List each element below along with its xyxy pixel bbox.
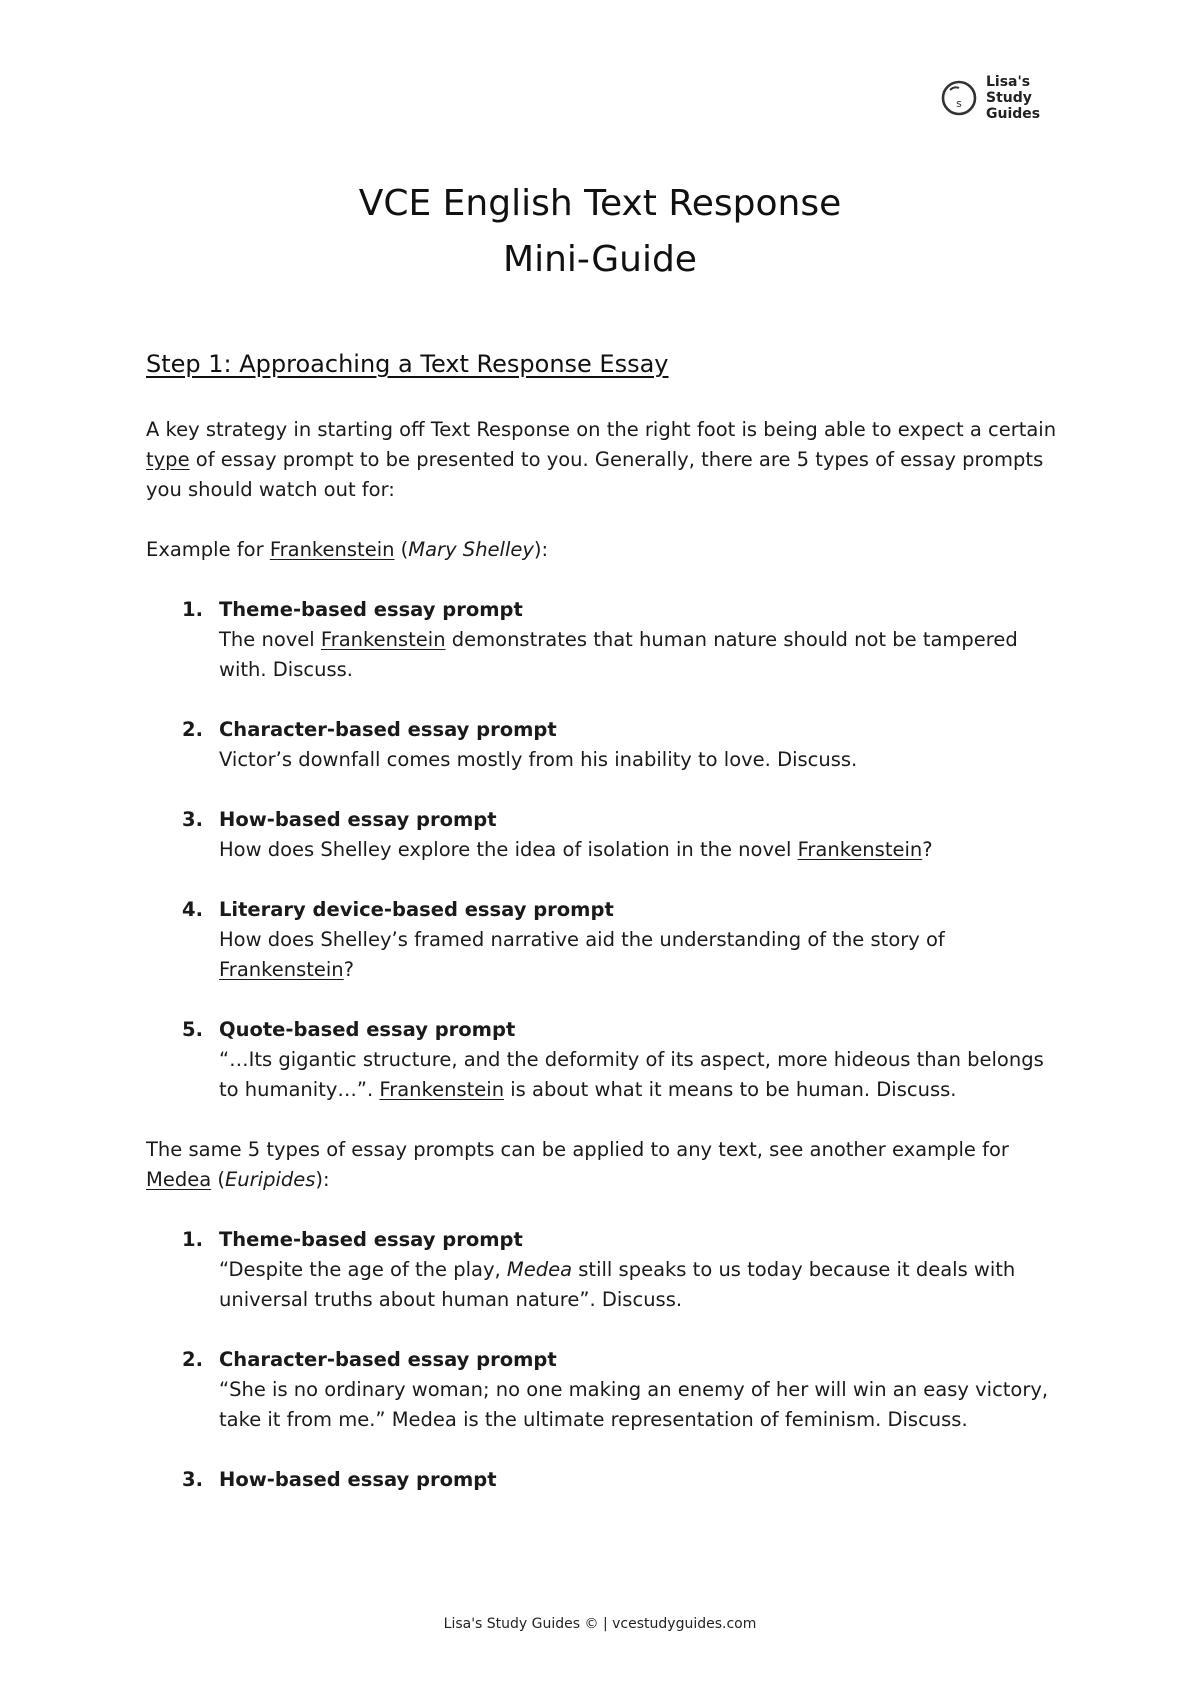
paren-open: ( xyxy=(211,1168,225,1191)
example-medea-line xyxy=(146,1135,1066,1195)
prompt-text: Victor’s downfall comes mostly from his inability to love. Discuss. xyxy=(219,748,858,771)
example-prefix: Example for xyxy=(146,538,270,561)
text-title-medea: Medea xyxy=(506,1258,573,1281)
intro-text-b: of essay prompt to be presented to you. Generally, there are 5 types of essay prompts you should watch out for: xyxy=(146,448,1044,501)
study-guides-logo-icon xyxy=(940,77,978,119)
list-item xyxy=(146,805,1066,865)
prompt-type-title: How-based essay prompt xyxy=(219,1468,497,1491)
logo-wordmark xyxy=(986,74,1040,122)
paren-close: ): xyxy=(533,538,549,561)
text-title-frankenstein: Frankenstein xyxy=(219,958,344,981)
prompt-text xyxy=(219,625,1066,685)
document-title xyxy=(0,176,1200,288)
list-number: 2. xyxy=(182,1348,203,1371)
list-number: 2. xyxy=(182,718,203,741)
prompt-type-title: Character-based essay prompt xyxy=(219,1348,557,1371)
list-item xyxy=(146,1345,1066,1435)
intro-text-a: A key strategy in starting off Text Response on the right foot is being able to expect a certain xyxy=(146,418,1057,441)
prompt-type-title: Character-based essay prompt xyxy=(219,718,557,741)
text-title-frankenstein: Frankenstein xyxy=(320,628,446,651)
prompt-text-a: How does Shelley’s framed narrative aid the understanding of the story of xyxy=(219,928,945,951)
step-1-body xyxy=(146,415,1066,1525)
prompt-text-a: The novel xyxy=(219,628,321,651)
list-item xyxy=(146,595,1066,685)
logo-line-2: Study xyxy=(986,90,1032,106)
text-title-frankenstein: Frankenstein xyxy=(379,1078,505,1101)
prompt-type-title: How-based essay prompt xyxy=(219,808,497,831)
prompt-text-b: is about what it means to be human. Discuss. xyxy=(504,1078,957,1101)
prompt-type-title: Quote-based essay prompt xyxy=(219,1018,516,1041)
prompt-type-title: Theme-based essay prompt xyxy=(219,598,523,621)
prompt-text-b: ? xyxy=(343,958,355,981)
prompt-text: “She is no ordinary woman; no one making an enemy of her will win an easy victory, take it from me.” Medea is the ultimate representation of feminism. Discuss. xyxy=(219,1378,1049,1431)
list-number: 3. xyxy=(182,1468,203,1491)
title-line-1: VCE English Text Response xyxy=(358,183,842,224)
list-number: 4. xyxy=(182,898,203,921)
transition-text: The same 5 types of essay prompts can be applied to any text, see another example for xyxy=(146,1138,1009,1161)
author-mary-shelley: Mary Shelley xyxy=(408,538,534,561)
prompt-text-b: still speaks to us today because it deals with universal truths about human nature”. Discuss. xyxy=(219,1258,1016,1311)
intro-type-word: type xyxy=(146,448,190,471)
paren-close: ): xyxy=(315,1168,330,1191)
paren-open: ( xyxy=(394,538,409,561)
list-item xyxy=(146,715,1066,775)
prompt-text xyxy=(219,925,1066,985)
brand-logo xyxy=(940,74,1040,122)
title-line-2: Mini-Guide xyxy=(503,239,697,280)
text-title-medea: Medea xyxy=(146,1168,212,1191)
prompt-text-a: How does Shelley explore the idea of isolation in the novel xyxy=(219,838,798,861)
text-title-frankenstein: Frankenstein xyxy=(797,838,923,861)
list-number: 1. xyxy=(182,1228,203,1251)
list-number: 3. xyxy=(182,808,203,831)
list-number: 5. xyxy=(182,1018,203,1041)
page-footer: Lisa's Study Guides © | vcestudyguides.com xyxy=(443,1616,757,1632)
text-title-frankenstein: Frankenstein xyxy=(269,538,395,561)
step-1-heading: Step 1: Approaching a Text Response Essay xyxy=(146,350,669,378)
prompt-type-title: Theme-based essay prompt xyxy=(219,1228,523,1251)
list-number: 1. xyxy=(182,598,203,621)
prompt-text-b: demonstrates that human nature should not be tampered with. Discuss. xyxy=(219,628,1018,681)
frankenstein-prompt-list xyxy=(146,595,1066,1105)
prompt-type-title: Literary device-based essay prompt xyxy=(219,898,614,921)
svg-text:s: s xyxy=(956,97,962,110)
list-item xyxy=(146,1225,1066,1315)
prompt-text-a: “Despite the age of the play, xyxy=(219,1258,507,1281)
medea-prompt-list xyxy=(146,1225,1066,1495)
logo-line-3: Guides xyxy=(986,106,1041,122)
prompt-text-b: ? xyxy=(922,838,933,861)
example-frankenstein-line xyxy=(146,535,1066,565)
intro-paragraph xyxy=(146,415,1066,505)
prompt-text-a: “…Its gigantic structure, and the deformity of its aspect, more hideous than belongs to humanity…”. xyxy=(219,1048,1044,1101)
list-item xyxy=(146,1465,1066,1495)
list-item xyxy=(146,1015,1066,1105)
list-item xyxy=(146,895,1066,985)
prompt-text xyxy=(219,1255,1066,1315)
author-euripides: Euripides xyxy=(224,1168,316,1191)
prompt-text xyxy=(219,835,1066,865)
prompt-text xyxy=(219,1045,1066,1105)
logo-line-1: Lisa's xyxy=(986,74,1031,90)
